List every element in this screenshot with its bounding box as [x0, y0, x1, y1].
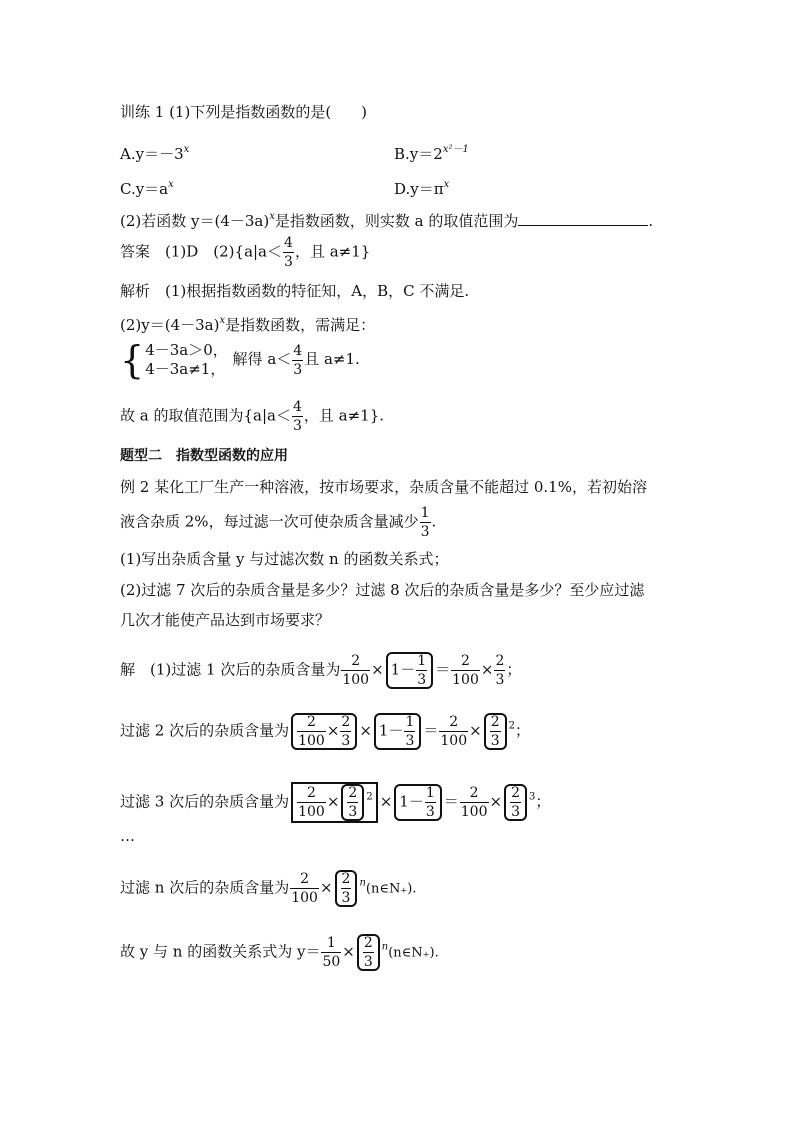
- question-q2-line2: 几次才能使产品达到市场要求？: [120, 611, 331, 629]
- exercise-title: 训练 1 (1)下列是指数函数的是( ): [120, 103, 368, 121]
- fraction: $\frac{2}{3}$: [341, 714, 351, 749]
- fraction: $\frac{1}{3}$: [417, 653, 427, 688]
- fraction: $\frac{1}{50}$: [322, 935, 341, 970]
- example-line-2: 液含杂质 2%，每过滤一次可使杂质含量减少 $\frac{1}{3}$ .: [120, 505, 437, 540]
- fraction: $\frac{2}{100}$: [342, 653, 370, 688]
- paren-group: [335, 870, 358, 907]
- fraction: $\frac{1}{3}$: [405, 714, 415, 749]
- bracket-group: $\frac{2}{100}$ × $\frac{2}{3}$ $^2$: [291, 782, 378, 823]
- fraction: $\frac{2}{100}$: [298, 714, 325, 749]
- question-q2-line1: (2)过滤 7 次后的杂质含量是多少？过滤 8 次后的杂质含量是多少？至少应过滤: [120, 581, 645, 599]
- fraction: $\frac{4}{3}$: [293, 342, 303, 378]
- fraction: $\frac{2}{3}$: [490, 714, 500, 749]
- solution-step-1: 解 (1)过滤 1 次后的杂质含量为 $\frac{2}{100}$ × 1－ $\frac{1}{3}$ ＝ $\frac{2}{100}$ × $\frac{2}{3}$ ；: [120, 653, 522, 688]
- option-a: $A.y=-3^x$: [120, 144, 190, 163]
- paren-group: [504, 784, 527, 821]
- paren-group: 1－ $\frac{1}{3}$: [394, 784, 441, 821]
- fraction: $\frac{2}{100}$: [298, 785, 325, 820]
- option-c: $C.y=a^x$: [120, 179, 174, 198]
- inequality-system: { 4－3a＞0， 4－3a≠1， 解得 a＜ $\frac{4}{3}$ 且 a≠1.: [120, 338, 360, 382]
- question-2: (2)若函数 $y=(4-3a)^x$是指数函数，则实数 a 的取值范围为 .: [120, 211, 654, 230]
- fraction: $\frac{2}{3}$: [348, 785, 358, 820]
- example-line-1: 例 2 某化工厂生产一种溶液，按市场要求，杂质含量不能超过 0.1%，若初始溶: [120, 478, 647, 496]
- fraction: $\frac{4}{3}$: [292, 399, 302, 434]
- solution-step-3: 过滤 3 次后的杂质含量为 $\frac{2}{100}$ × $\frac{2}{3}$ $^2$ × 1－ $\frac{1}{3}$ ＝ $\frac{2}{100}$ × $\frac{2}{3}$ $^3$；: [120, 782, 550, 823]
- option-d: $D.y=\pi^x$: [394, 179, 450, 198]
- fraction: $\frac{1}{3}$: [420, 505, 430, 540]
- solution-step-2: 过滤 2 次后的杂质含量为 $\frac{2}{100}$ × $\frac{2}{3}$ × 1－ $\frac{1}{3}$ ＝ $\frac{2}{100}$ × $\frac{2}{3}$ $^2$；: [120, 714, 531, 749]
- paren-group: [484, 713, 507, 750]
- paren-group: [341, 784, 364, 821]
- explanation-1: 解析 (1)根据指数函数的特征知，A，B，C 不满足.: [120, 282, 470, 300]
- solution-final: 故 y 与 n 的函数关系式为 y＝ $\frac{1}{50}$ × $\frac{2}{3}$ $^n$(n∈N₊).: [120, 935, 439, 970]
- paren-group: $\frac{2}{100}$ × $\frac{2}{3}$: [291, 713, 357, 750]
- section-heading: 题型二 指数型函数的应用: [120, 448, 288, 464]
- fraction: $\frac{2}{3}$: [495, 653, 505, 688]
- ellipsis: …: [120, 827, 135, 845]
- solution-step-n: 过滤 n 次后的杂质含量为 $\frac{2}{100}$ × $\frac{2}{3}$ $^n$(n∈N₊).: [120, 871, 417, 906]
- brace-symbol: {: [120, 338, 145, 382]
- paren-group: [357, 934, 380, 971]
- fraction: $\frac{2}{100}$: [291, 871, 318, 906]
- explanation-2: $(2)y=(4-3a)^x$是指数函数，需满足：: [120, 315, 376, 334]
- conclusion: 故 a 的取值范围为{a|a＜ $\frac{4}{3}$ ，且 a≠1}.: [120, 399, 385, 434]
- fraction: $\frac{1}{3}$: [425, 785, 435, 820]
- fraction: $\frac{4}{3}$: [284, 235, 293, 270]
- fraction: $\frac{2}{100}$: [440, 714, 468, 749]
- question-q1: (1)写出杂质含量 y 与过滤次数 n 的函数关系式；: [120, 550, 449, 568]
- answer-blank: [518, 211, 648, 226]
- fraction: $\frac{2}{3}$: [363, 935, 373, 970]
- paren-group: 1－ $\frac{1}{3}$: [386, 652, 433, 689]
- fraction: $\frac{2}{3}$: [511, 785, 520, 820]
- fraction: $\frac{2}{100}$: [460, 785, 488, 820]
- option-b: $B.y=2^{x^2-1}$: [394, 144, 469, 163]
- fraction: $\frac{2}{3}$: [341, 871, 351, 906]
- fraction: $\frac{2}{100}$: [452, 653, 479, 688]
- answer-line: 答案 (1)D (2){a|a＜ $\frac{4}{3}$ ，且 a≠1}: [120, 235, 371, 270]
- paren-group: 1－ $\frac{1}{3}$: [374, 713, 421, 750]
